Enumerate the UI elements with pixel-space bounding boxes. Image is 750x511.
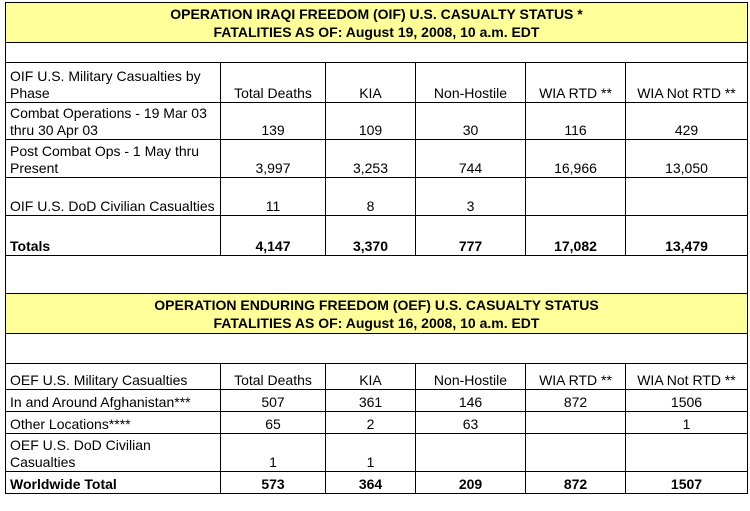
oef-title-line2: FATALITIES AS OF: August 16, 2008, 10 a.m. EDT xyxy=(213,314,540,331)
cell-total-deaths: 1 xyxy=(221,434,326,472)
row-label: Combat Operations - 19 Mar 03 thru 30 Apr 03 xyxy=(6,103,221,140)
cell-wia-rtd xyxy=(526,434,626,472)
oif-col-kia: KIA xyxy=(326,63,416,103)
table-row xyxy=(6,103,748,140)
oif-column-header-row xyxy=(6,63,748,103)
total-deaths-total: 573 xyxy=(221,472,326,494)
oif-col-total-deaths: Total Deaths xyxy=(221,63,326,103)
cell-wia-not-rtd: 429 xyxy=(626,103,748,140)
row-label: Post Combat Ops - 1 May thru Present xyxy=(6,140,221,178)
row-label: OEF U.S. DoD Civilian Casualties xyxy=(6,434,221,472)
cell-wia-rtd xyxy=(526,412,626,434)
cell-wia-not-rtd xyxy=(626,434,748,472)
casualty-table xyxy=(5,2,748,494)
wia-not-rtd-total: 13,479 xyxy=(626,216,748,256)
row-label: Other Locations**** xyxy=(6,412,221,434)
cell-wia-not-rtd: 1 xyxy=(626,412,748,434)
cell-total-deaths: 11 xyxy=(221,178,326,216)
wia-rtd-total: 17,082 xyxy=(526,216,626,256)
cell-total-deaths: 507 xyxy=(221,390,326,412)
casualty-status-sheet xyxy=(5,2,747,494)
oif-title xyxy=(6,3,748,43)
table-row xyxy=(6,140,748,178)
table-row xyxy=(6,178,748,216)
cell-kia: 1 xyxy=(326,434,416,472)
table-row xyxy=(6,412,748,434)
oif-title-line1: OPERATION IRAQI FREEDOM (OIF) U.S. CASUALTY STATUS * xyxy=(170,5,583,22)
oif-col-wia-not-rtd: WIA Not RTD ** xyxy=(626,63,748,103)
table-row xyxy=(6,390,748,412)
cell-wia-not-rtd: 13,050 xyxy=(626,140,748,178)
cell-kia: 3,253 xyxy=(326,140,416,178)
oef-title-line1: OPERATION ENDURING FREEDOM (OEF) U.S. CASUALTY STATUS xyxy=(154,296,599,313)
cell-wia-rtd: 872 xyxy=(526,390,626,412)
cell-kia: 2 xyxy=(326,412,416,434)
spacer-row xyxy=(6,256,748,294)
spacer-row xyxy=(6,334,748,364)
oef-col-non-hostile: Non-Hostile xyxy=(416,364,526,390)
cell-wia-rtd: 16,966 xyxy=(526,140,626,178)
cell-kia: 361 xyxy=(326,390,416,412)
wia-not-rtd-total: 1507 xyxy=(626,472,748,494)
cell-wia-rtd: 116 xyxy=(526,103,626,140)
kia-total: 364 xyxy=(326,472,416,494)
cell-non-hostile: 744 xyxy=(416,140,526,178)
cell-total-deaths: 65 xyxy=(221,412,326,434)
cell-non-hostile: 3 xyxy=(416,178,526,216)
oef-col-kia: KIA xyxy=(326,364,416,390)
cell-wia-not-rtd: 1506 xyxy=(626,390,748,412)
oif-title-line2: FATALITIES AS OF: August 19, 2008, 10 a.m. EDT xyxy=(213,23,540,40)
cell-total-deaths: 139 xyxy=(221,103,326,140)
totals-label: Totals xyxy=(6,216,221,256)
non-hostile-total: 777 xyxy=(416,216,526,256)
cell-total-deaths: 3,997 xyxy=(221,140,326,178)
non-hostile-total: 209 xyxy=(416,472,526,494)
cell-kia: 109 xyxy=(326,103,416,140)
oif-col-non-hostile: Non-Hostile xyxy=(416,63,526,103)
oef-col-total-deaths: Total Deaths xyxy=(221,364,326,390)
oef-col-wia-rtd: WIA RTD ** xyxy=(526,364,626,390)
cell-non-hostile: 30 xyxy=(416,103,526,140)
total-deaths-total: 4,147 xyxy=(221,216,326,256)
cell-non-hostile: 63 xyxy=(416,412,526,434)
wia-rtd-total: 872 xyxy=(526,472,626,494)
oif-col-wia-rtd: WIA RTD ** xyxy=(526,63,626,103)
kia-total: 3,370 xyxy=(326,216,416,256)
oef-title xyxy=(6,294,748,334)
totals-row xyxy=(6,472,748,494)
oif-col-phase: OIF U.S. Military Casualties by Phase xyxy=(6,63,221,103)
cell-wia-not-rtd xyxy=(626,178,748,216)
cell-wia-rtd xyxy=(526,178,626,216)
oef-column-header-row xyxy=(6,364,748,390)
totals-row xyxy=(6,216,748,256)
oef-col-wia-not-rtd: WIA Not RTD ** xyxy=(626,364,748,390)
totals-label: Worldwide Total xyxy=(6,472,221,494)
spacer-row xyxy=(6,43,748,63)
row-label: In and Around Afghanistan*** xyxy=(6,390,221,412)
cell-kia: 8 xyxy=(326,178,416,216)
cell-non-hostile: 146 xyxy=(416,390,526,412)
row-label: OIF U.S. DoD Civilian Casualties xyxy=(6,178,221,216)
cell-non-hostile xyxy=(416,434,526,472)
oef-col-casualties: OEF U.S. Military Casualties xyxy=(6,364,221,390)
table-row xyxy=(6,434,748,472)
